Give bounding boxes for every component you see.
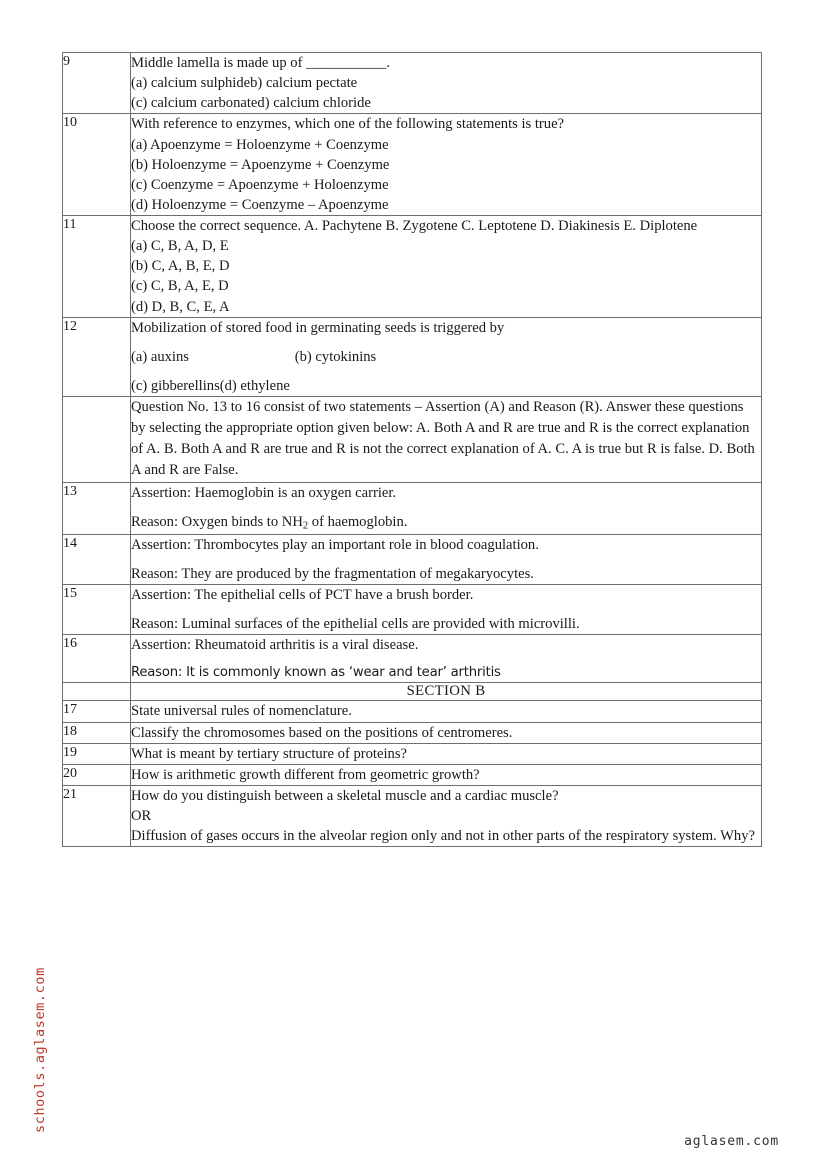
- question-number-19: 19: [63, 743, 131, 764]
- option-c: (c) C, B, A, E, D: [131, 278, 229, 295]
- question-body-20: [131, 764, 762, 785]
- option-c: (c) Coenzyme = Apoenzyme + Holoenzyme: [131, 176, 389, 193]
- question-number-14: 14: [63, 534, 131, 584]
- footer-watermark: aglasem.com: [684, 1134, 779, 1149]
- question-body-17: [131, 701, 762, 722]
- instruction-line-1: Question No. 13 to 16 consist of two statements – Assertion (A) and Reason (R).: [131, 399, 603, 415]
- question-number-10: 10: [63, 114, 131, 216]
- subscript: 2: [302, 520, 309, 532]
- question-body-19: [131, 743, 762, 764]
- option-b: (b) C, A, B, E, D: [131, 258, 230, 275]
- option-d: (d) D, B, C, E, A: [131, 298, 230, 315]
- assertion-text: Assertion: The epithelial cells of PCT have a brush border.: [131, 586, 474, 603]
- question-number-20: 20: [63, 764, 131, 785]
- table-row: [63, 584, 762, 634]
- question-number-13: 13: [63, 482, 131, 534]
- side-watermark: [0, 0, 48, 1169]
- table-row: [63, 114, 762, 216]
- option-a: (a) Apoenzyme = Holoenzyme + Coenzyme: [131, 136, 389, 153]
- alternate-question: Diffusion of gases occurs in the alveolar region only and not in other parts of the respiratory system. Why?: [131, 828, 755, 845]
- option-b: (b) Holoenzyme = Apoenzyme + Coenzyme: [131, 156, 390, 173]
- reason-text: Reason: It is commonly known as ‘wear and tear’ arthritis: [131, 665, 501, 681]
- question-body-15: [131, 584, 762, 634]
- table-row: [63, 317, 762, 396]
- table-row: [63, 722, 762, 743]
- table-row: [63, 216, 762, 318]
- table-row: [63, 683, 762, 701]
- option-a: (a) C, B, A, D, E: [131, 238, 229, 255]
- question-stem: What is meant by tertiary structure of proteins?: [131, 745, 407, 762]
- question-stem: Middle lamella is made up of ___________.: [131, 55, 390, 71]
- reason-text: Reason: They are produced by the fragmentation of megakaryocytes.: [131, 565, 534, 582]
- table-row: [63, 743, 762, 764]
- option-c-and-d: (c) gibberellins(d) ethylene: [131, 377, 290, 394]
- question-body-16: [131, 635, 762, 683]
- assertion-text: Assertion: Thrombocytes play an important role in blood coagulation.: [131, 536, 539, 553]
- question-body-18: [131, 722, 762, 743]
- section-b-header: SECTION B: [131, 683, 762, 701]
- instruction-number-cell: [63, 397, 131, 483]
- table-row: [63, 534, 762, 584]
- question-stem: Choose the correct sequence. A. Pachytene B. Zygotene C. Leptotene D. Diakinesis E. Diplotene: [131, 218, 698, 234]
- question-body-14: [131, 534, 762, 584]
- question-body-12: [131, 317, 762, 396]
- question-body-21: [131, 785, 762, 846]
- question-number-17: 17: [63, 701, 131, 722]
- instruction-option-b: B. Both A and R are true and R is not the correct explanation of A.: [163, 441, 552, 458]
- table-row: [63, 397, 762, 483]
- question-body-11: [131, 216, 762, 318]
- side-watermark-text: schools.aglasem.com: [32, 967, 48, 1133]
- question-stem: Mobilization of stored food in germinating seeds is triggered by: [131, 319, 505, 336]
- question-stem: How do you distinguish between a skeletal muscle and a cardiac muscle?: [131, 787, 559, 804]
- question-number-21: 21: [63, 785, 131, 846]
- question-number-15: 15: [63, 584, 131, 634]
- question-number-9: 9: [63, 53, 131, 114]
- assertion-reason-instructions: [131, 397, 762, 483]
- table-row: [63, 785, 762, 846]
- question-number-18: 18: [63, 722, 131, 743]
- reason-suffix: of haemoglobin.: [308, 513, 408, 530]
- option-c: (c) calcium carbonated) calcium chloride: [131, 95, 371, 112]
- assertion-text: Assertion: Rheumatoid arthritis is a viral disease.: [131, 637, 419, 654]
- question-number-12: 12: [63, 317, 131, 396]
- reason-text: [131, 512, 761, 534]
- question-body-10: [131, 114, 762, 216]
- or-separator: OR: [131, 808, 152, 825]
- option-d: (d) Holoenzyme = Coenzyme – Apoenzyme: [131, 196, 389, 213]
- question-stem: With reference to enzymes, which one of the following statements is true?: [131, 116, 565, 133]
- question-number-11: 11: [63, 216, 131, 318]
- option-a: (a) calcium sulphideb) calcium pectate: [131, 75, 358, 92]
- question-stem: Classify the chromosomes based on the positions of centromeres.: [131, 724, 513, 741]
- instruction-option-a: A. Both A and R are true and R is the correct explanation of A.: [131, 420, 750, 458]
- reason-text: Reason: Luminal surfaces of the epithelial cells are provided with microvilli.: [131, 615, 580, 632]
- assertion-text: Assertion: Haemoglobin is an oxygen carrier.: [131, 484, 397, 501]
- reason-prefix: Reason: Oxygen binds to NH: [131, 513, 303, 530]
- table-row: [63, 53, 762, 114]
- instruction-line-2: Answer these questions by selecting the appropriate option given below:: [131, 399, 744, 437]
- section-number-cell: [63, 683, 131, 701]
- instruction-option-c: C. A is true but R is false.: [555, 441, 705, 458]
- question-body-9: [131, 53, 762, 114]
- option-a-and-b: (a) auxins (b) cytokinins: [131, 348, 377, 365]
- table-row: [63, 701, 762, 722]
- question-paper-table: [62, 52, 762, 847]
- question-body-13: [131, 482, 762, 534]
- table-row: [63, 482, 762, 534]
- question-stem: State universal rules of nomenclature.: [131, 703, 352, 720]
- table-row: [63, 764, 762, 785]
- table-row: [63, 635, 762, 683]
- instruction-option-d: D. Both A and R are False.: [131, 441, 755, 479]
- question-number-16: 16: [63, 635, 131, 683]
- question-stem: How is arithmetic growth different from geometric growth?: [131, 766, 480, 783]
